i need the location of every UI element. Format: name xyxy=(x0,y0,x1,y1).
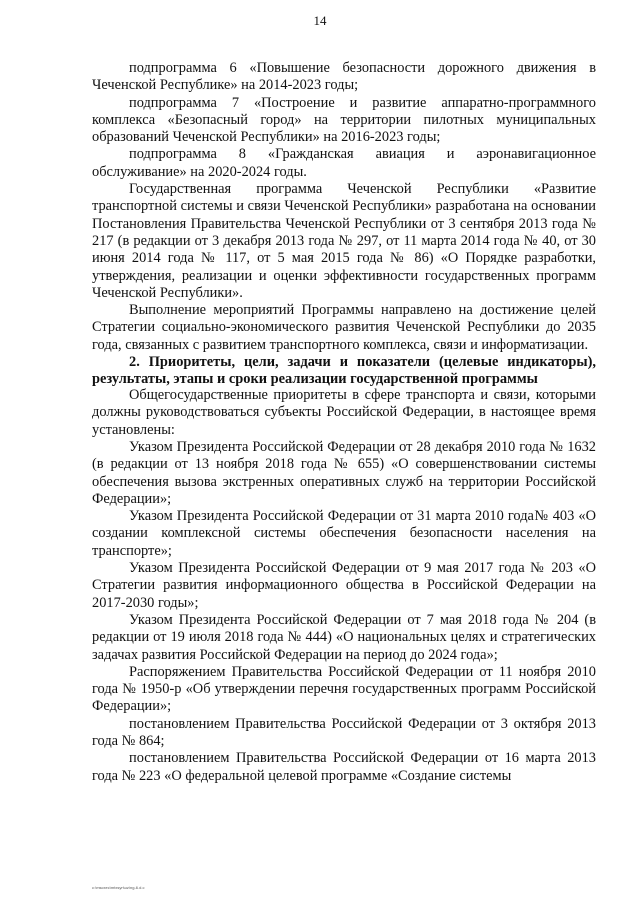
paragraph-resolution-864: постановлением Правительства Российской Федерации от 3 октября 2013 года № 864; xyxy=(92,715,596,749)
paragraph-subprogram-6: подпрограмма 6 «Повышение безопасности дорожного движения в Чеченской Республике» на 2014-2023 годы; xyxy=(92,60,596,94)
paragraph-decree-1632: Указом Президента Российской Федерации от 28 декабря 2010 года № 1632 (в редакции от 13 ноября 2018 года № 655) «О совершенствовании системы обеспечения вызова экстренных оперативных служб на территории Российской Федерации»; xyxy=(92,438,596,507)
page-number: 14 xyxy=(313,13,327,28)
paragraph-resolution-223: постановлением Правительства Российской Федерации от 16 марта 2013 года № 223 «О федеральной целевой программе «Создание системы xyxy=(92,750,596,784)
paragraph-order-1950: Распоряжением Правительства Российской Федерации от 11 ноября 2010 года № 1950-р «Об утверждении перечня государственных программ Российской Федерации»; xyxy=(92,663,596,715)
paragraph-priorities-intro: Общегосударственные приоритеты в сфере транспорта и связи, которыми должны руководствоваться субъекты Российской Федерации, в настоящее время установлены: xyxy=(92,387,596,438)
paragraph-program-basis: Государственная программа Чеченской Республики «Развитие транспортной системы и связи Чеченской Республики» разработана на основании Постановления Правительства Чеченской Республики от 3 сентября 2013 года № 217 (в редакции от 3 декабря 2013 года № 297, от 11 марта 2014 года № 40, от 30 июня 2014 года № 117, от 5 мая 2015 года № 86) «О Порядке разработки, утверждения, реализации и оценки эффективности государственных программ Чеченской Республики». xyxy=(92,181,596,301)
section-heading: 2. Приоритеты, цели, задачи и показатели (целевые индикаторы), результаты, этапы и сроки реализации государственной программы xyxy=(92,354,596,387)
paragraph-decree-204: Указом Президента Российской Федерации от 7 мая 2018 года № 204 (в редакции от 19 июля 2018 года № 444) «О национальных целях и стратегических задачах развития Российской Федерации на период до 2024 года»; xyxy=(92,611,596,663)
document-body xyxy=(92,60,596,785)
footer-file-path: c:\mscxec\mtxsyn\uz\ng-6.d.c xyxy=(92,885,145,890)
paragraph-strategy-goals: Выполнение мероприятий Программы направлено на достижение целей Стратегии социально-экономического развития Чеченской Республики до 2035 года, связанных с развитием транспортного комплекса, связи и информатизации. xyxy=(92,302,596,353)
paragraph-decree-203: Указом Президента Российской Федерации от 9 мая 2017 года № 203 «О Стратегии развития информационного общества в Российской Федерации на 2017-2030 годы»; xyxy=(92,560,596,611)
paragraph-subprogram-7: подпрограмма 7 «Построение и развитие аппаратно-программного комплекса «Безопасный город» на территории пилотных муниципальных образований Чеченской Республики» на 2016-2023 годы; xyxy=(92,94,596,146)
paragraph-decree-403: Указом Президента Российской Федерации от 31 марта 2010 года№ 403 «О создании комплексной системы обеспечения безопасности населения на транспорте»; xyxy=(92,508,596,559)
paragraph-subprogram-8: подпрограмма 8 «Гражданская авиация и аэронавигационное обслуживание» на 2020-2024 годы. xyxy=(92,146,596,180)
